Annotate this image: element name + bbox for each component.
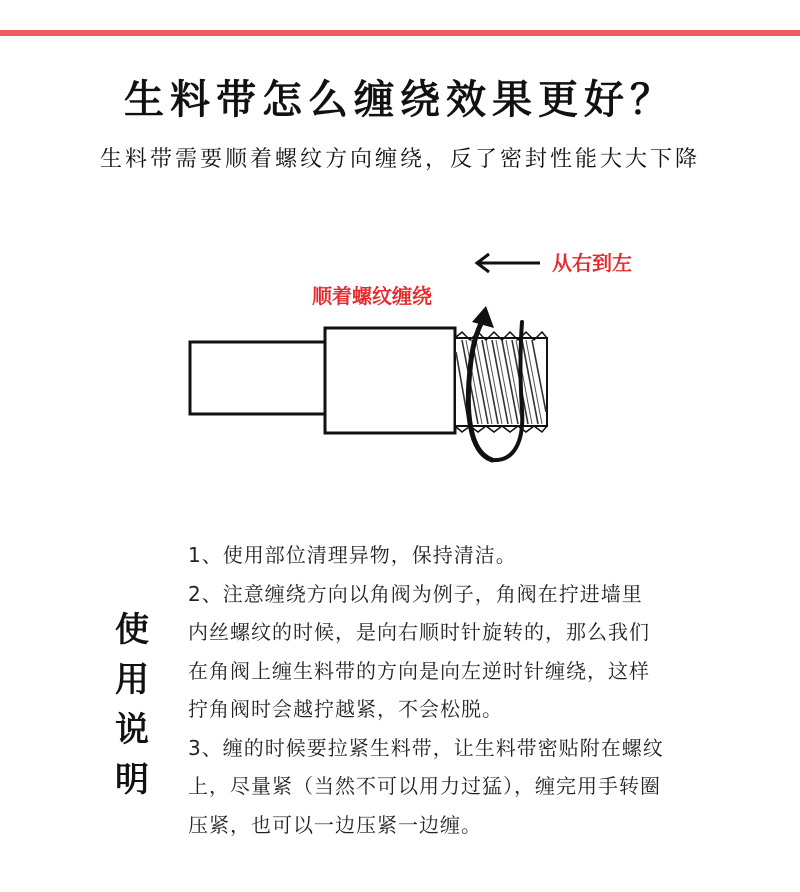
valve-body <box>325 328 455 433</box>
instruction-line: 拧角阀时会越拧越紧，不会松脱。 <box>188 697 503 721</box>
instruction-line: 内丝螺纹的时候，是向右顺时针旋转的，那么我们 <box>188 620 650 644</box>
side-title-char: 使 <box>115 610 149 650</box>
page-title: 生料带怎么缠绕效果更好？ <box>124 77 676 123</box>
instruction-line: 2、注意缠绕方向以角阀为例子，角阀在拧进墙里 <box>188 581 643 606</box>
instruction-line: 压紧，也可以一边压紧一边缠。 <box>188 812 482 837</box>
side-title-char: 用 <box>115 660 149 700</box>
instruction-line: 上，尽量紧（当然不可以用力过猛），缠完用手转圈 <box>188 774 661 798</box>
valve-wrapping-diagram <box>0 230 800 490</box>
usage-side-title <box>110 605 154 805</box>
wrap-direction-label: 顺着螺纹缠绕 <box>312 284 432 308</box>
instruction-line: 1、使用部位清理异物，保持清洁。 <box>188 543 517 567</box>
usage-instructions <box>188 536 748 844</box>
side-title-char: 明 <box>115 760 149 800</box>
top-accent-rule <box>0 30 800 36</box>
direction-label: 从右到左 <box>552 251 632 275</box>
instruction-line: 在角阀上缠生料带的方向是向左逆时针缠绕，这样 <box>188 658 650 683</box>
pipe-body <box>190 342 325 414</box>
instruction-line: 3、缠的时候要拉紧生料带，让生料带密贴附在螺纹 <box>188 735 664 760</box>
direction-arrow-icon <box>477 254 540 272</box>
side-title-char: 说 <box>115 710 149 750</box>
page-subtitle: 生料带需要顺着螺纹方向缠绕，反了密封性能大大下降 <box>99 147 700 172</box>
